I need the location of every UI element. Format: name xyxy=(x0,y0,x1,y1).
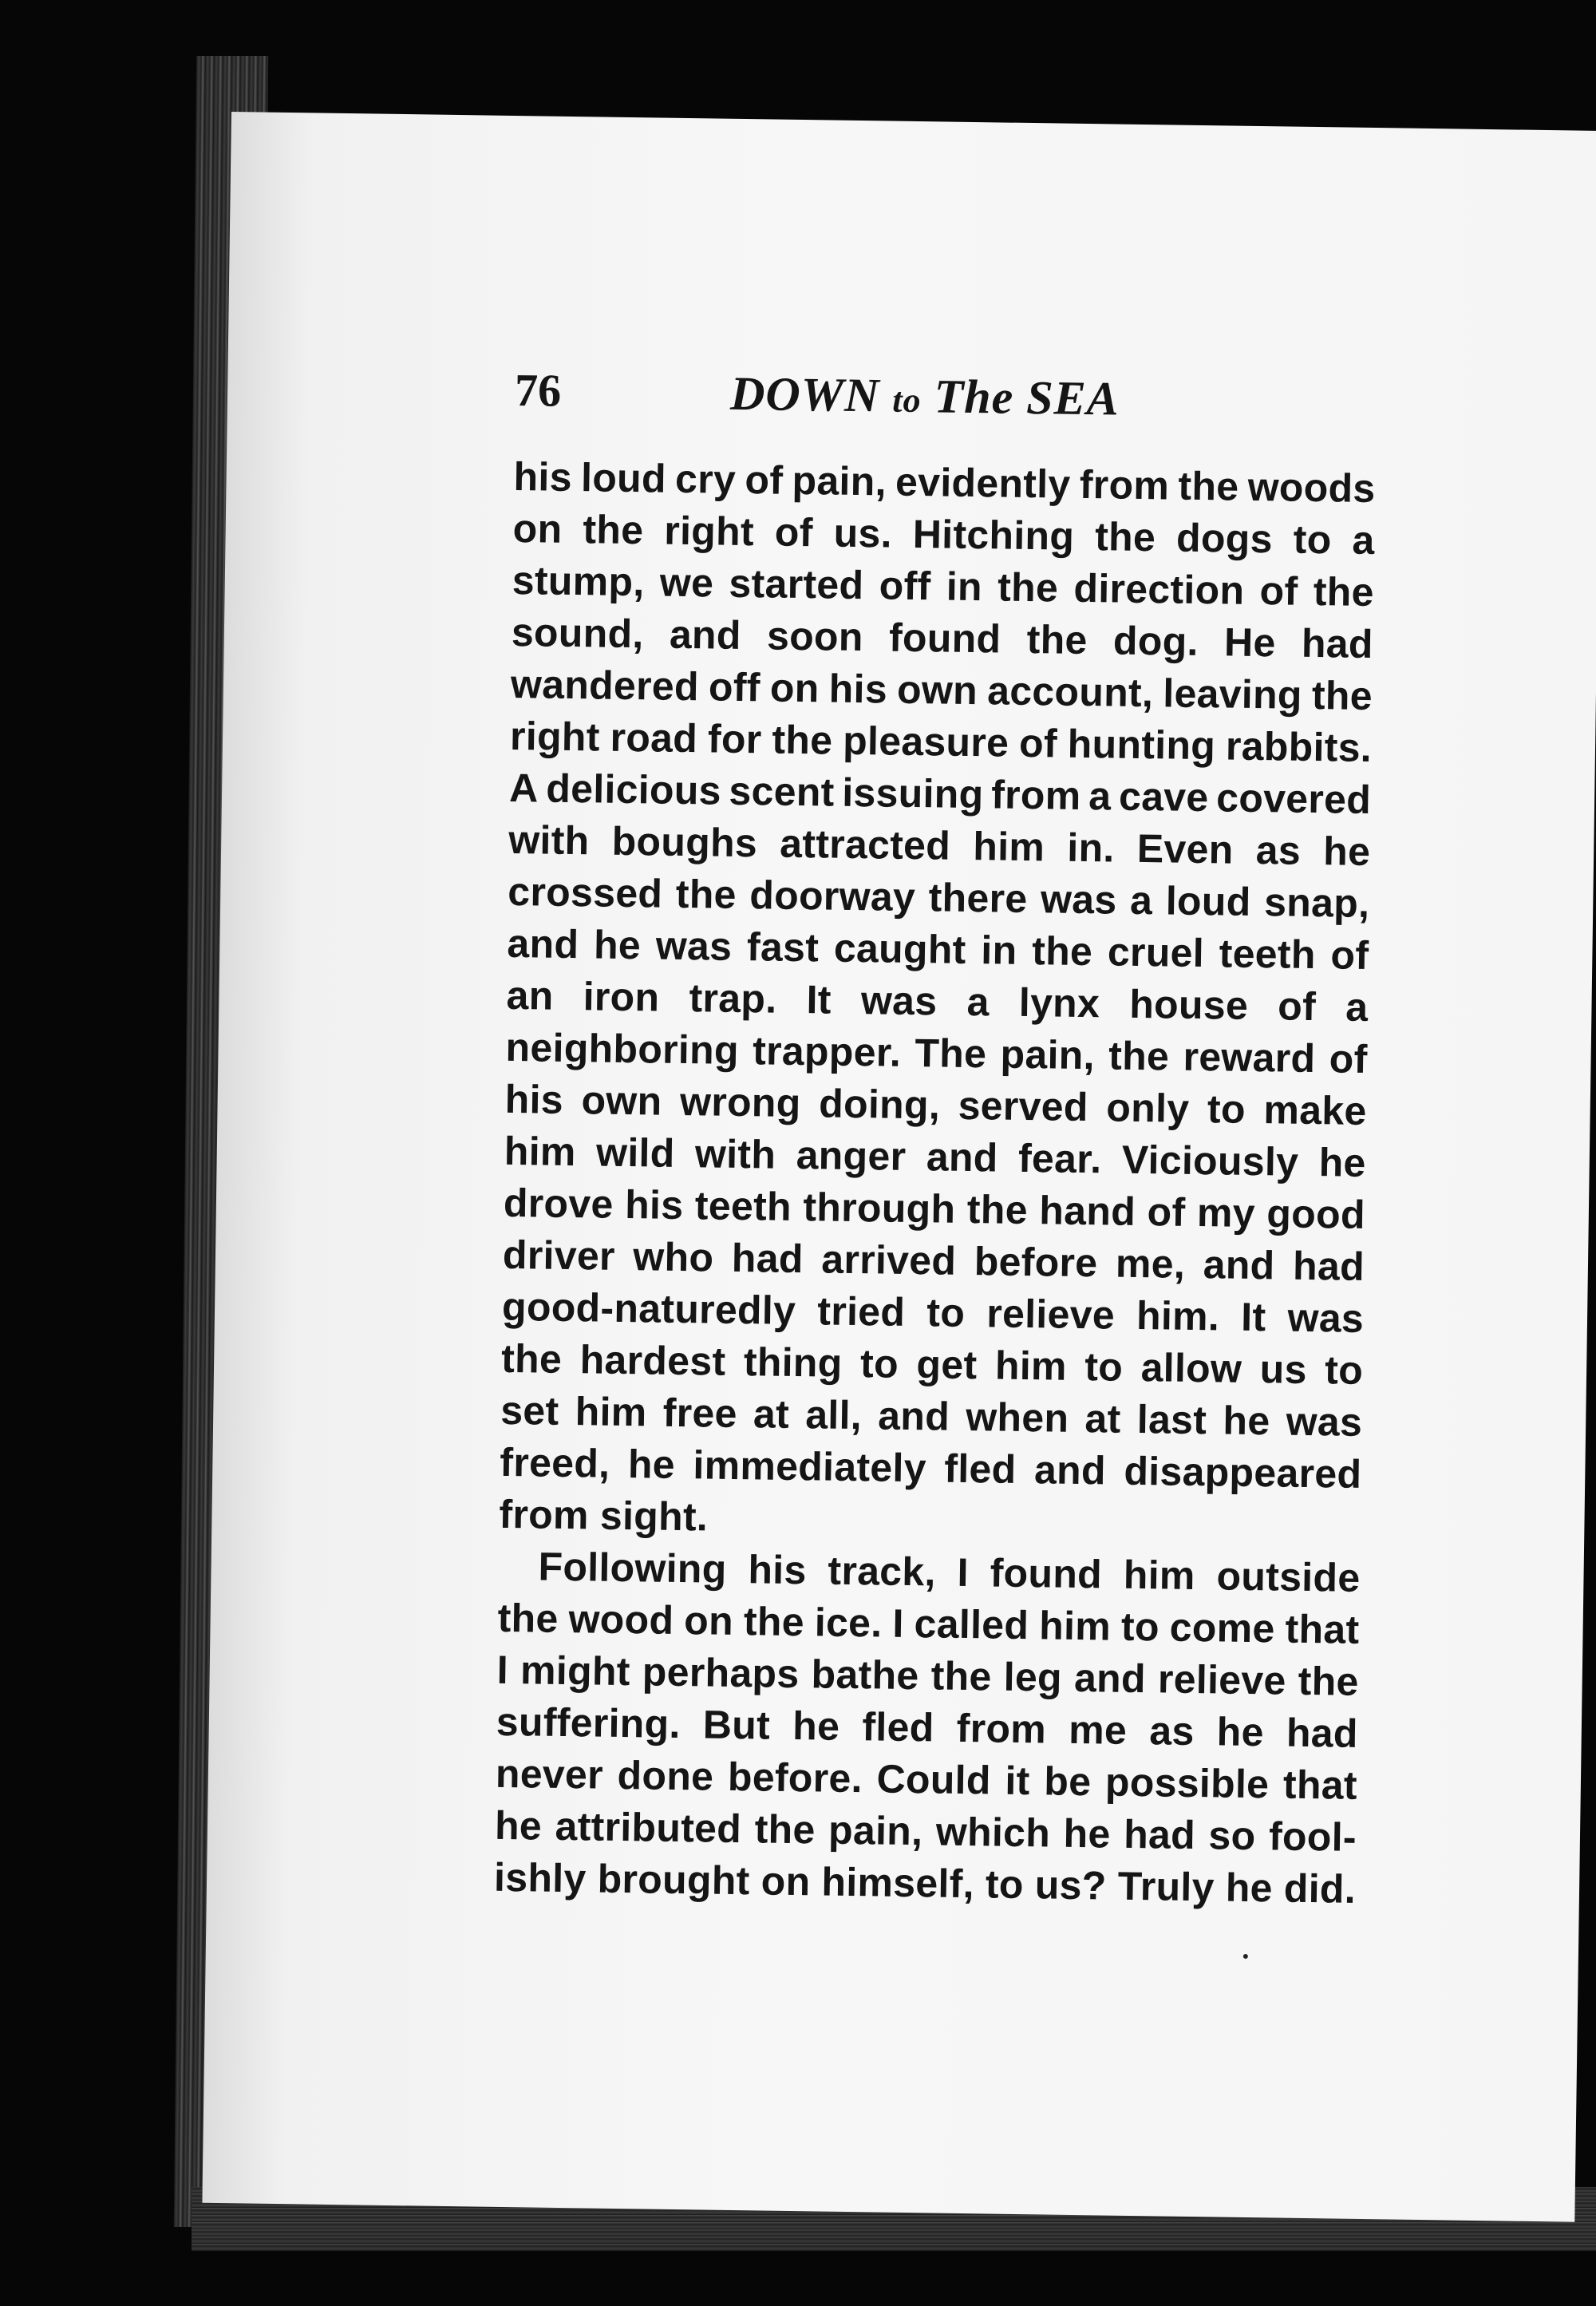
word: sound, xyxy=(511,609,644,657)
word: good-naturedly xyxy=(501,1284,796,1334)
word: the xyxy=(583,507,644,553)
word: crossed xyxy=(508,868,663,916)
title-word: to xyxy=(892,380,922,421)
word: to xyxy=(1120,1604,1160,1650)
word: get xyxy=(916,1342,978,1388)
word: rabbits. xyxy=(1225,723,1373,771)
word: delicious xyxy=(545,765,722,813)
word: to xyxy=(1084,1344,1124,1390)
word: he xyxy=(494,1802,543,1849)
word: teeth xyxy=(694,1183,792,1229)
word: he xyxy=(593,922,642,968)
word: attributed xyxy=(555,1803,742,1852)
word: me, xyxy=(1115,1240,1186,1287)
word: disappeared xyxy=(1124,1448,1362,1497)
word: stump, xyxy=(512,557,645,605)
word: him xyxy=(1038,1603,1112,1649)
word: trapper. xyxy=(752,1028,902,1075)
word: and xyxy=(507,920,579,967)
word: of xyxy=(1277,983,1317,1030)
word: on xyxy=(512,505,563,552)
word: he xyxy=(1063,1810,1111,1857)
word: found xyxy=(888,615,1001,662)
word: of xyxy=(774,509,814,556)
word: he xyxy=(1216,1709,1265,1755)
word: covered xyxy=(1215,775,1372,823)
word: had xyxy=(731,1235,804,1282)
word: was xyxy=(655,923,733,969)
word: the xyxy=(1298,1658,1360,1704)
word: had xyxy=(1301,620,1374,667)
word: account, xyxy=(986,668,1154,716)
word: But xyxy=(702,1702,771,1748)
word: brought xyxy=(597,1856,750,1904)
word: snap, xyxy=(1263,880,1370,927)
text-line: from sight. xyxy=(499,1491,709,1540)
word: It xyxy=(806,977,832,1022)
word: on xyxy=(760,1858,811,1905)
word: arrived xyxy=(820,1236,957,1284)
word: outside xyxy=(1216,1553,1361,1600)
word: to xyxy=(985,1861,1025,1908)
word: The xyxy=(915,1030,987,1077)
word: track, xyxy=(828,1548,937,1595)
word: and xyxy=(877,1393,950,1439)
word: the xyxy=(500,1335,563,1382)
word: me xyxy=(1068,1707,1128,1753)
word: was xyxy=(1040,876,1117,923)
word: who xyxy=(633,1234,714,1280)
word: perhaps xyxy=(642,1649,800,1697)
word: immediately xyxy=(693,1442,927,1491)
word: the xyxy=(497,1595,559,1641)
word: wild xyxy=(595,1129,675,1176)
word: that xyxy=(1282,1762,1358,1808)
word: the xyxy=(1311,672,1373,719)
word: cry xyxy=(674,456,737,502)
word: the xyxy=(1178,463,1239,509)
word: it xyxy=(1005,1758,1030,1804)
word: and xyxy=(1203,1242,1275,1288)
word: allow xyxy=(1140,1345,1242,1391)
word: free xyxy=(662,1390,738,1437)
word: to xyxy=(926,1290,966,1335)
title-word: DOWN xyxy=(729,366,880,422)
word: the xyxy=(1108,1033,1170,1079)
word: and xyxy=(1033,1447,1107,1493)
word: soon xyxy=(766,613,864,660)
title-word: The xyxy=(934,370,1014,424)
word: in. xyxy=(1066,825,1115,871)
word: on xyxy=(683,1598,734,1643)
word: all, xyxy=(804,1392,863,1438)
word: a xyxy=(1088,773,1112,819)
word: suffering. xyxy=(496,1699,681,1747)
word: wrong xyxy=(679,1078,801,1126)
word: his xyxy=(513,453,573,500)
word: an xyxy=(506,972,554,1019)
word: doorway xyxy=(749,872,916,920)
word: and xyxy=(669,611,742,658)
word: pain, xyxy=(792,457,887,504)
body-text xyxy=(494,451,1376,1916)
word: there xyxy=(928,875,1028,922)
word: caught xyxy=(833,925,967,972)
word: bathe xyxy=(811,1651,919,1699)
word: pain, xyxy=(1000,1031,1096,1078)
word: teeth xyxy=(1219,931,1317,978)
word: Could xyxy=(876,1756,992,1803)
word: with xyxy=(694,1131,776,1177)
word: I xyxy=(496,1647,509,1693)
word: attracted xyxy=(779,821,951,868)
word: wandered xyxy=(510,661,700,710)
word: pleasure xyxy=(842,718,1009,765)
word: him xyxy=(504,1128,577,1175)
word: ishly xyxy=(493,1854,587,1901)
word: last xyxy=(1136,1397,1207,1443)
word: relieve xyxy=(1157,1656,1286,1703)
word: he xyxy=(1223,1398,1270,1444)
word: through xyxy=(803,1185,956,1232)
book-page xyxy=(202,112,1596,2222)
word: pain, xyxy=(828,1807,923,1854)
word: Truly xyxy=(1117,1863,1215,1910)
word: the xyxy=(1031,928,1093,975)
word: tried xyxy=(816,1288,906,1335)
word: done xyxy=(617,1752,714,1799)
word: of xyxy=(1330,932,1369,979)
word: before. xyxy=(727,1754,863,1802)
word: make xyxy=(1263,1087,1367,1133)
word: him xyxy=(575,1389,647,1435)
word: I xyxy=(957,1549,970,1596)
word: us xyxy=(1259,1347,1308,1392)
word: from xyxy=(956,1705,1047,1752)
word: had xyxy=(1286,1710,1359,1756)
word: doing, xyxy=(818,1081,941,1128)
word: he xyxy=(1318,1140,1367,1185)
word: dogs xyxy=(1175,515,1274,562)
word: reward xyxy=(1183,1034,1316,1082)
word: a xyxy=(1129,877,1153,924)
word: the xyxy=(743,1599,805,1645)
word: on xyxy=(769,665,820,711)
word: to xyxy=(859,1341,899,1386)
word: from xyxy=(1079,461,1170,508)
word: hunting xyxy=(1067,721,1216,769)
word: so xyxy=(1208,1813,1256,1859)
word: to xyxy=(1293,516,1332,563)
word: when xyxy=(965,1394,1069,1441)
word: He xyxy=(1223,619,1276,666)
word: might xyxy=(519,1647,631,1695)
word: only xyxy=(1105,1085,1190,1131)
word: the xyxy=(754,1806,816,1853)
word: hardest xyxy=(579,1337,726,1384)
word: him xyxy=(972,824,1045,870)
word: the xyxy=(966,1187,1029,1233)
word: of xyxy=(745,457,784,503)
word: the xyxy=(675,871,737,917)
word: of xyxy=(1147,1189,1186,1235)
word: us. xyxy=(833,510,893,556)
word: the xyxy=(1094,514,1156,560)
word: house xyxy=(1128,981,1249,1028)
page-number: 76 xyxy=(514,363,562,417)
word: leg xyxy=(1003,1654,1063,1700)
word: he xyxy=(792,1703,840,1749)
word: off xyxy=(879,563,931,609)
word: him xyxy=(994,1343,1068,1389)
word: right xyxy=(509,713,601,760)
word: road xyxy=(610,714,698,761)
word: the xyxy=(930,1653,992,1699)
word: possible xyxy=(1104,1759,1270,1807)
title-word: SEA xyxy=(1025,370,1120,425)
word: he xyxy=(1322,829,1371,875)
word: direction xyxy=(1073,565,1245,613)
word: dog. xyxy=(1112,618,1199,664)
word: driver xyxy=(502,1232,616,1279)
word: a xyxy=(1352,517,1376,564)
running-title xyxy=(730,366,1120,427)
word: relieve xyxy=(986,1291,1116,1338)
word: himself, xyxy=(821,1859,975,1907)
word: fear. xyxy=(1017,1135,1102,1182)
word: his xyxy=(624,1182,684,1228)
word: to xyxy=(1207,1086,1246,1132)
word: iron xyxy=(583,974,660,1020)
word: loud xyxy=(1165,878,1251,924)
word: him xyxy=(1123,1552,1196,1599)
word: in xyxy=(981,928,1017,973)
word: leaving xyxy=(1162,670,1303,718)
word: A xyxy=(508,765,539,811)
word: fast xyxy=(746,924,820,971)
word: we xyxy=(659,560,714,606)
word: did. xyxy=(1283,1865,1357,1912)
word: be xyxy=(1043,1758,1092,1805)
word: hand xyxy=(1039,1188,1136,1234)
word: never xyxy=(495,1750,604,1798)
word: own xyxy=(896,666,978,714)
word: at xyxy=(1084,1396,1121,1442)
running-head xyxy=(514,355,1377,447)
word: of xyxy=(1018,720,1058,766)
word: his xyxy=(504,1076,564,1122)
word: to xyxy=(1324,1347,1364,1393)
word: set xyxy=(500,1387,559,1434)
word: he xyxy=(1225,1865,1274,1911)
word: come xyxy=(1169,1604,1275,1651)
word: trap. xyxy=(689,975,777,1022)
word: of xyxy=(1259,568,1298,614)
word: as xyxy=(1255,828,1302,873)
word: woods xyxy=(1247,464,1376,512)
word: called xyxy=(914,1601,1029,1648)
word: of xyxy=(1329,1036,1368,1082)
word: fled xyxy=(943,1446,1017,1492)
word: had xyxy=(1123,1811,1196,1858)
word: Hitching xyxy=(912,511,1075,559)
word: at xyxy=(753,1391,790,1437)
word: for xyxy=(707,716,762,762)
word: was xyxy=(1286,1398,1363,1445)
word: I xyxy=(892,1600,905,1646)
word: cave xyxy=(1118,773,1209,821)
text-line xyxy=(494,1852,1357,1916)
word: right xyxy=(663,508,755,555)
word: Viciously xyxy=(1121,1137,1299,1185)
word: he xyxy=(627,1442,676,1487)
word: as xyxy=(1148,1708,1195,1754)
word: before xyxy=(974,1239,1098,1286)
word: freed, xyxy=(500,1439,610,1486)
word: the xyxy=(772,717,833,763)
word: good xyxy=(1266,1191,1366,1237)
word: and xyxy=(1073,1655,1147,1702)
word: issuing xyxy=(841,769,984,817)
word: anger xyxy=(796,1133,907,1179)
word: lynx xyxy=(1018,979,1100,1026)
word: him. xyxy=(1136,1292,1220,1339)
word: the xyxy=(1313,568,1375,615)
word: Even xyxy=(1136,825,1234,872)
word: scent xyxy=(729,768,836,815)
word: his xyxy=(828,666,888,712)
word: thing xyxy=(743,1339,843,1386)
word: boughs xyxy=(611,818,758,866)
word: evidently xyxy=(895,459,1071,507)
word: and xyxy=(926,1134,998,1181)
word: in xyxy=(946,564,983,610)
word: which xyxy=(935,1809,1051,1856)
word: my xyxy=(1196,1190,1256,1236)
word: was xyxy=(1287,1295,1365,1341)
word: his xyxy=(748,1547,807,1593)
word: It xyxy=(1240,1294,1266,1340)
word: Following xyxy=(538,1544,727,1592)
word: fool- xyxy=(1268,1814,1357,1860)
word: neighboring xyxy=(505,1024,740,1073)
word: ice. xyxy=(814,1600,883,1646)
word: with xyxy=(508,817,590,864)
word: started xyxy=(729,560,864,608)
word: served xyxy=(958,1082,1089,1130)
word: fled xyxy=(862,1704,934,1750)
word: from xyxy=(990,772,1081,818)
word: had xyxy=(1292,1243,1365,1289)
word: off xyxy=(708,664,761,710)
word: the xyxy=(997,564,1059,611)
word: us? xyxy=(1034,1862,1108,1908)
word: loud xyxy=(580,455,667,501)
word: own xyxy=(581,1078,662,1124)
word: that xyxy=(1285,1606,1360,1652)
word: drove xyxy=(503,1180,614,1227)
word: the xyxy=(1026,616,1088,663)
word: a xyxy=(1345,984,1369,1030)
word: a xyxy=(966,979,990,1025)
paper-speck xyxy=(1243,1954,1248,1959)
page-content xyxy=(494,355,1377,1916)
word: found xyxy=(990,1550,1103,1597)
word: was xyxy=(860,978,938,1024)
word: wood xyxy=(568,1596,674,1643)
word: cruel xyxy=(1107,929,1205,976)
